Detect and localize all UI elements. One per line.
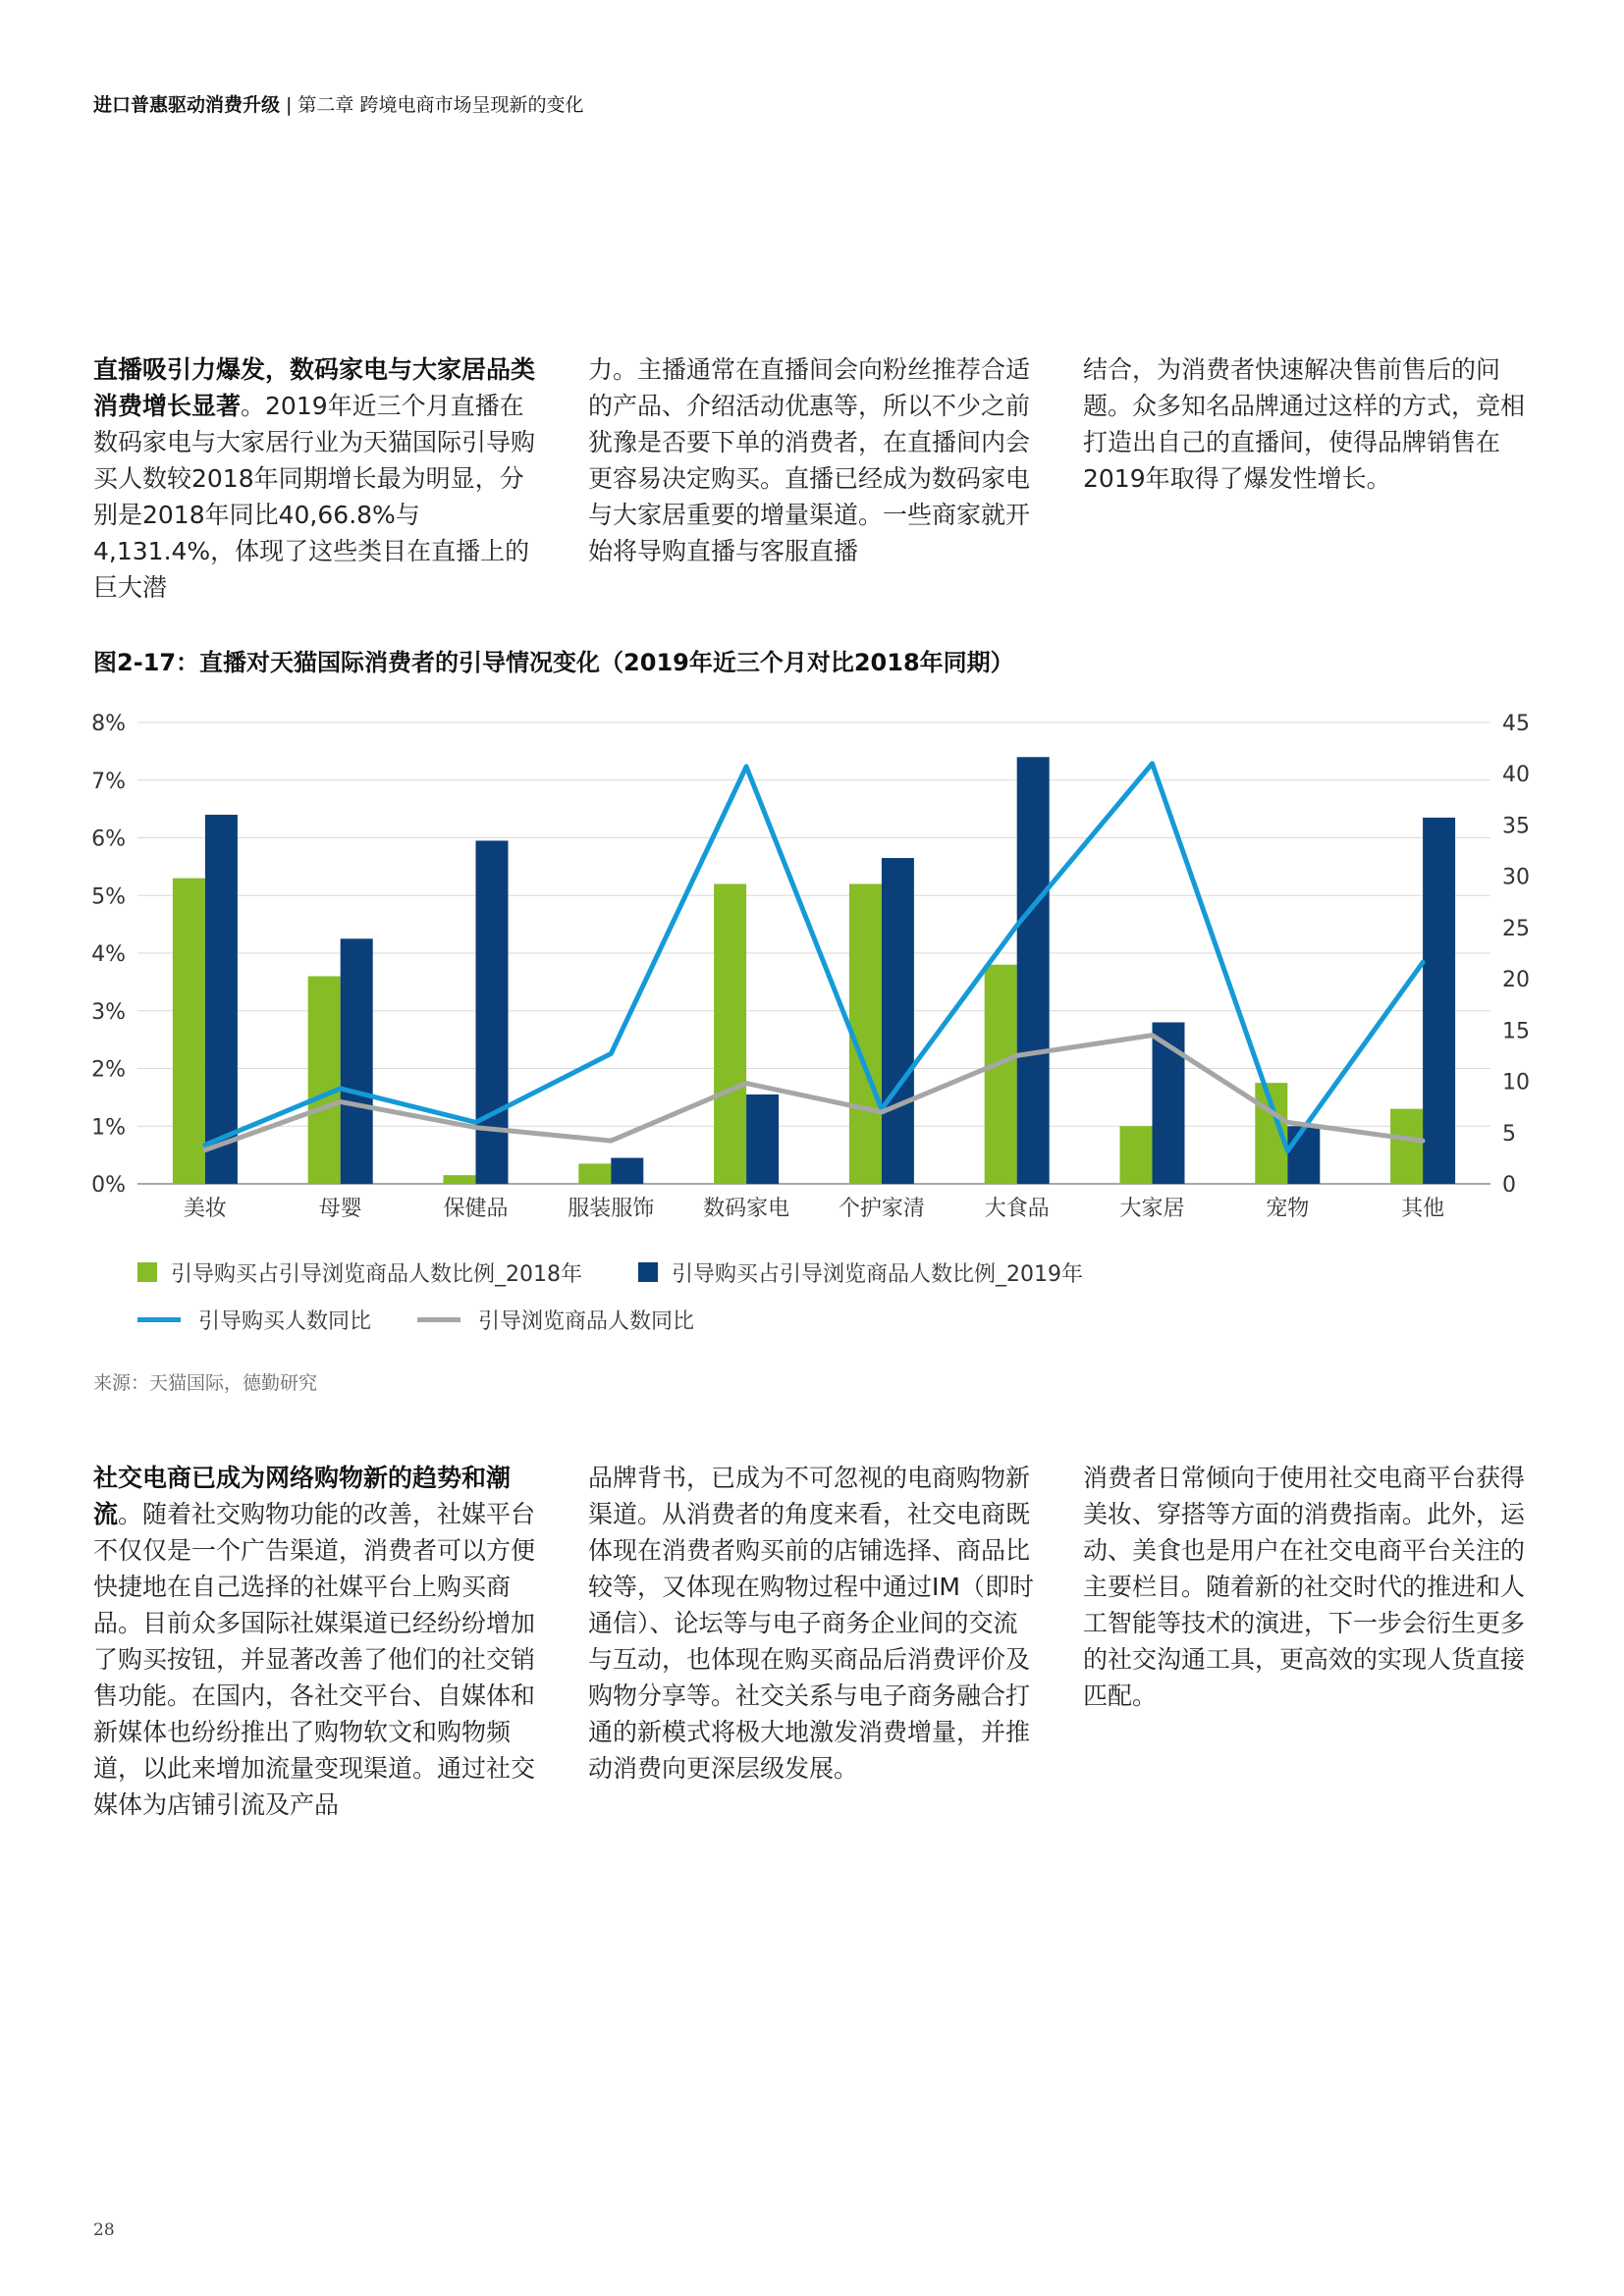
legend-item-bar-2018 [137,1257,638,1288]
left-tick-label: 6% [91,827,126,852]
category-label: 美妆 [183,1197,227,1221]
right-tick-label: 0 [1502,1173,1516,1198]
legend-label-bar-2018: 引导购买占引导浏览商品人数比例_2018年 [171,1261,582,1287]
bar-2019 [882,858,914,1184]
body-column-3: 消费者日常倾向于使用社交电商平台获得美妆、穿搭等方面的消费指南。此外，运动、美食也是用户在社交电商平台关注的主要栏目。随着新的社交时代的推进和人工智能等技术的演进，下一步会衍生更多的社交沟通工具，更高效的实现人货直接匹配。 [1083,1464,1526,1710]
header-separator: | [286,94,293,116]
category-label: 数码家电 [703,1197,790,1221]
left-tick-label: 1% [91,1115,126,1141]
bar-2018 [1120,1126,1153,1184]
bar-2018 [173,879,205,1184]
bar-2018 [714,884,746,1185]
legend-label-line-purchase: 引导购买人数同比 [198,1308,372,1334]
category-label: 个护家清 [838,1197,925,1221]
left-tick-label: 5% [91,884,126,910]
left-tick-label: 8% [91,712,126,736]
intro-columns [93,351,1537,606]
category-label: 大家居 [1119,1197,1185,1221]
left-tick-label: 4% [91,942,126,967]
right-tick-label: 30 [1502,865,1530,890]
intro-column-3: 结合，为消费者快速解决售前售后的问题。众多知名品牌通过这样的方式，竞相打造出自己的直播间，使得品牌销售在2019年取得了爆发性增长。 [1083,355,1526,493]
category-label: 母婴 [318,1197,362,1221]
legend-label-line-browse: 引导浏览商品人数同比 [478,1308,695,1334]
bar-2018 [1390,1109,1423,1184]
legend-item-line-purchase [137,1305,417,1335]
left-tick-label: 2% [91,1057,126,1083]
left-tick-label: 0% [91,1173,126,1198]
legend-label-bar-2019: 引导购买占引导浏览商品人数比例_2019年 [672,1261,1083,1287]
category-label: 保健品 [443,1197,509,1221]
bar-2019 [1423,818,1455,1184]
bar-2019 [341,938,373,1184]
body-lead-heading: 社交电商已成为网络购物新的趋势和潮流 [93,1464,512,1528]
legend-swatch-gray-line [417,1317,460,1322]
figure-title: 图2-17：直播对天猫国际消费者的引导情况变化（2019年近三个月对比2018年同期） [93,649,1014,676]
bar-2019 [205,815,238,1184]
legend-swatch-navy [638,1262,658,1282]
chart-legend [137,1249,1218,1343]
legend-item-bar-2019 [638,1257,1083,1288]
report-title: 进口普惠驱动消费升级 [93,94,281,116]
bar-2018 [578,1163,611,1184]
bar-2018 [444,1175,476,1184]
bar-2019 [1287,1126,1320,1184]
category-label: 大食品 [984,1197,1050,1221]
bar-2019 [611,1158,643,1184]
category-label: 宠物 [1266,1197,1310,1221]
bar-2018 [308,977,341,1185]
right-tick-label: 5 [1502,1121,1516,1147]
bar-2018 [985,965,1017,1184]
body-columns [93,1460,1537,1823]
intro-column-2: 力。主播通常在直播间会向粉丝推荐合适的产品、介绍活动优惠等，所以不少之前犹豫是否要下单的消费者，在直播间内会更容易决定购买。直播已经成为数码家电与大家居重要的增量渠道。一些商家就开始将导购直播与客服直播 [588,355,1031,565]
right-tick-label: 20 [1502,968,1530,993]
bar-2019 [1017,757,1050,1184]
intro-lead-heading: 直播吸引力爆发，数码家电与大家居品类消费增长显著 [93,355,536,420]
right-tick-label: 15 [1502,1019,1530,1044]
body-column-2: 品牌背书，已成为不可忽视的电商购物新渠道。从消费者的角度来看，社交电商既体现在消费者购买前的店铺选择、商品比较等，又体现在购物过程中通过IM（即时通信）、论坛等与电子商务企业间的交流与互动，也体现在购买商品后消费评价及购物分享等。社交关系与电子商务融合打通的新模式将极大地激发消费增量，并推动消费向更深层级发展。 [588,1464,1034,1783]
right-tick-label: 25 [1502,916,1530,941]
bar-2019 [746,1095,779,1184]
legend-item-line-browse [417,1305,694,1335]
right-tick-label: 35 [1502,814,1530,839]
combo-chart [0,687,1624,1237]
right-tick-label: 45 [1502,712,1530,736]
intro-column-1 [93,351,547,606]
figure-source: 来源：天猫国际，德勤研究 [93,1372,318,1394]
right-tick-label: 40 [1502,763,1530,788]
body-column-1-text: 。随着社交购物功能的改善，社媒平台不仅仅是一个广告渠道，消费者可以方便快捷地在自己选择的社媒平台上购买商品。目前众多国际社媒渠道已经纷纷增加了购买按钮，并显著改善了他们的社交销售功能。在国内，各社交平台、自媒体和新媒体也纷纷推出了购物软文和购物频道，以此来增加流量变现渠道。通过社交媒体为店铺引流及产品 [93,1500,536,1819]
left-tick-label: 7% [91,769,126,794]
page-number: 28 [93,2220,115,2240]
legend-swatch-blue-line [137,1317,181,1322]
category-label: 其他 [1401,1197,1445,1221]
body-column-1 [93,1460,547,1823]
line-browse-yoy [205,1036,1423,1150]
category-label: 服装服饰 [568,1197,655,1221]
intro-column-1-text: 。2019年近三个月直播在数码家电与大家居行业为天猫国际引导购买人数较2018年同期增长最为明显，分别是2018年同比40,66.8%与4,131.4%，体现了这些类目在直播上的巨大潜 [93,392,536,602]
chapter-title: 第二章 跨境电商市场呈现新的变化 [298,94,584,116]
legend-swatch-green [137,1262,157,1282]
running-header [93,90,583,117]
left-tick-label: 3% [91,999,126,1025]
right-tick-label: 10 [1502,1070,1530,1095]
